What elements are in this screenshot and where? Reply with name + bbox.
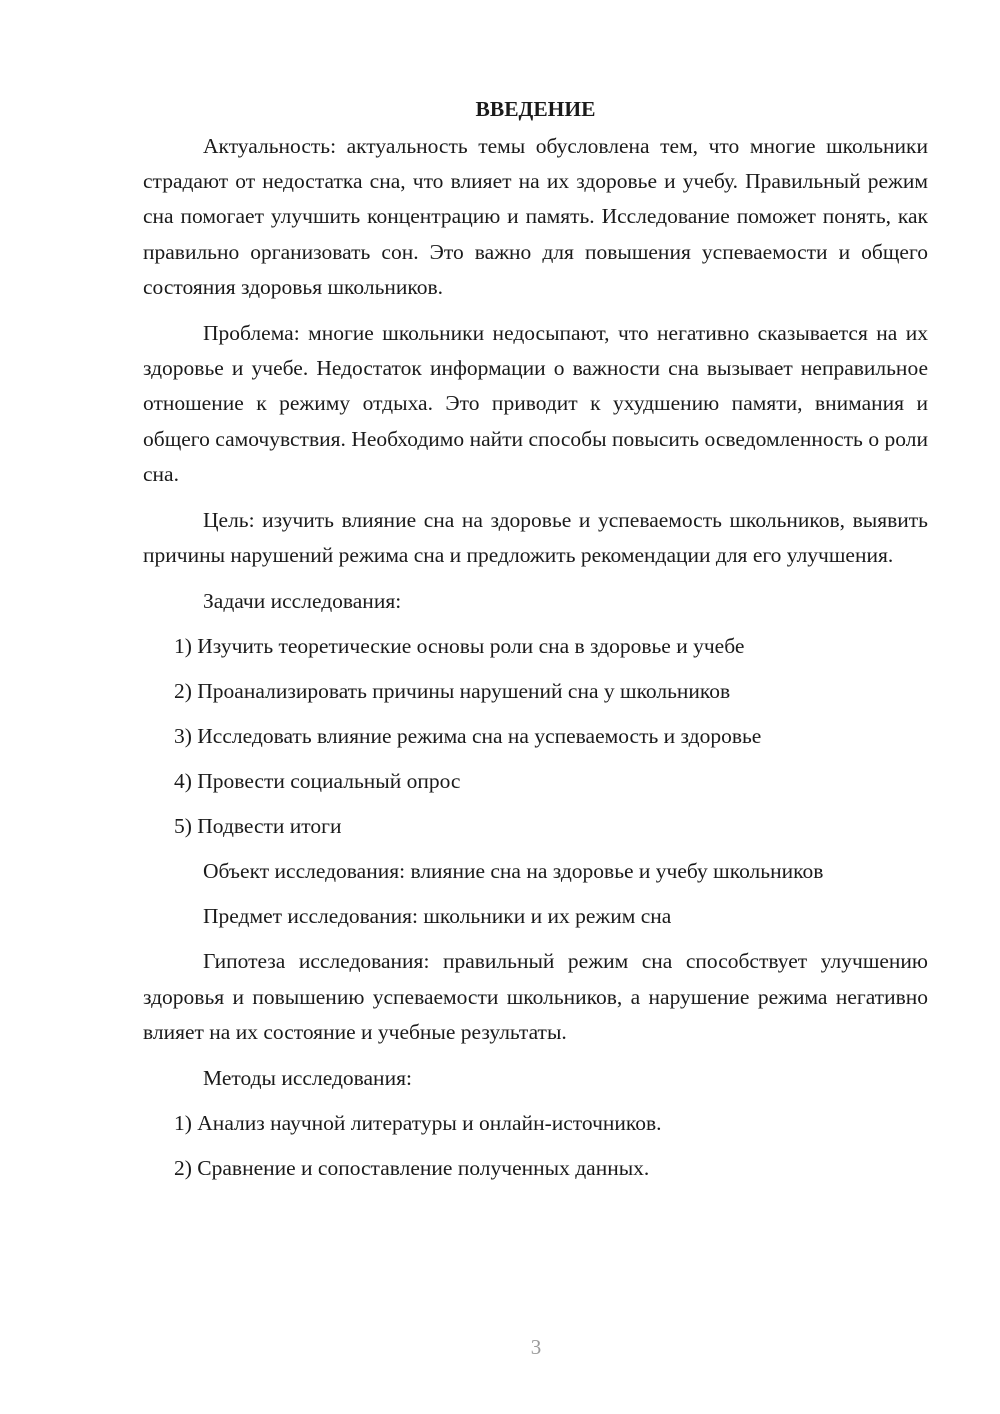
list-item: 2) Проанализировать причины нарушений сна у школьников [174,679,731,704]
list-item: 1) Анализ научной литературы и онлайн-источников. [174,1111,662,1136]
list-item: 5) Подвести итоги [174,814,342,839]
tasks-heading: Задачи исследования: [203,589,402,614]
methods-heading: Методы исследования: [203,1066,412,1091]
page-number: 3 [530,1335,542,1359]
list-item: 2) Сравнение и сопоставление полученных данных. [174,1156,650,1181]
list-item: 4) Провести социальный опрос [174,769,461,794]
tasks-list [143,629,928,844]
list-item: 1) Изучить теоретические основы роли сна в здоровье и учебе [174,634,745,659]
page-title: ВВЕДЕНИЕ [475,97,596,121]
page-content [143,92,928,1196]
research-subject: Предмет исследования: школьники и их режим сна [203,904,672,929]
relevance-paragraph: Актуальность: актуальность темы обусловлена тем, что многие школьники страдают от недостатка сна, что влияет на их здоровье и учебу. Правильный режим сна помогает улучшить концентрацию и память. Исследование поможет понять, как правильно организовать сон. Это важно для повышения успеваемости и общего состояния здоровья школьников. [143,134,928,299]
list-item: 3) Исследовать влияние режима сна на успеваемость и здоровье [174,724,762,749]
methods-list [143,1106,928,1186]
goal-paragraph: Цель: изучить влияние сна на здоровье и успеваемость школьников, выявить причины нарушений режима сна и предложить рекомендации для его улучшения. [143,508,928,568]
research-object: Объект исследования: влияние сна на здоровье и учебу школьников [203,859,824,884]
problem-paragraph: Проблема: многие школьники недосыпают, что негативно сказывается на их здоровье и учебе. Недостаток информации о важности сна вызывает неправильное отношение к режиму отдыха. Это приводит к ухудшению памяти, внимания и общего самочувствия. Необходимо найти способы повысить осведомленность о роли сна. [143,321,928,486]
hypothesis-paragraph: Гипотеза исследования: правильный режим сна способствует улучшению здоровья и повышению успеваемости школьников, а нарушение режима негативно влияет на их состояние и учебные результаты. [143,949,928,1044]
